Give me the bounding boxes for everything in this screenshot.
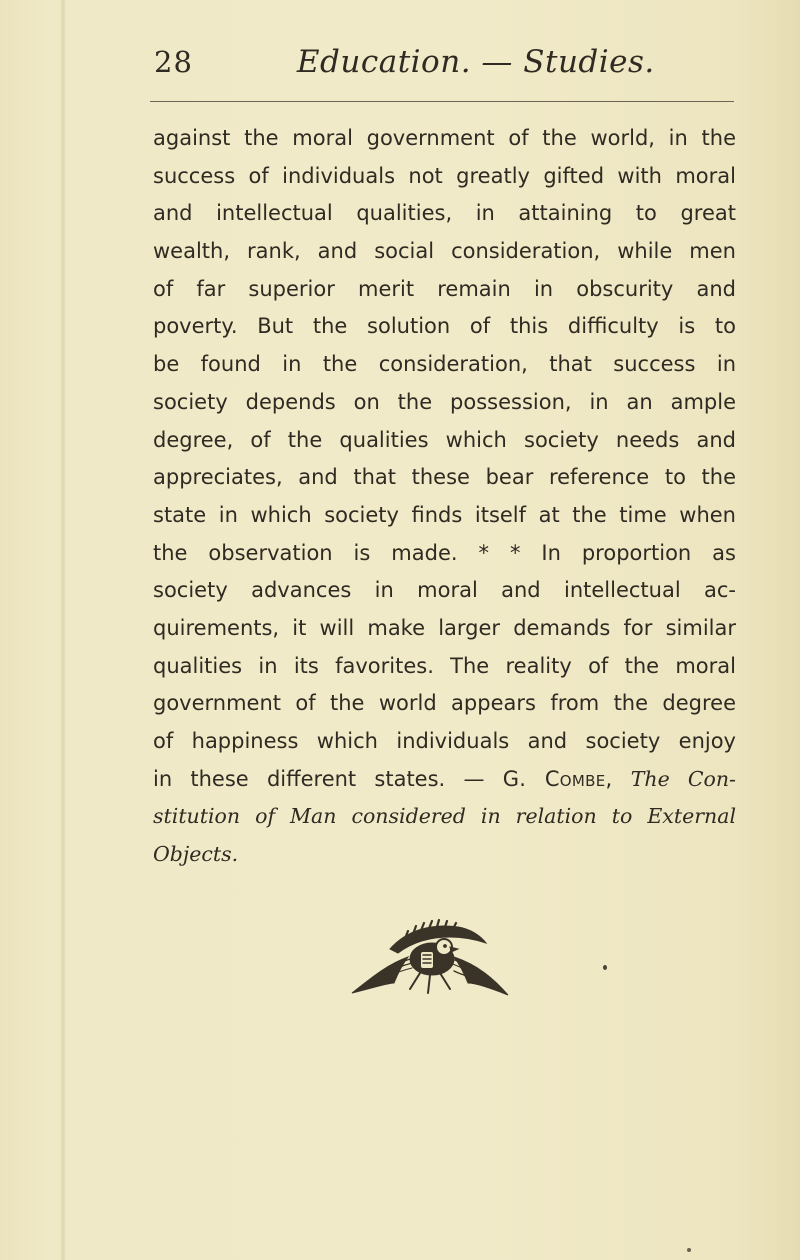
text-line: of happiness which individuals and society enjoy <box>153 729 736 753</box>
page-edge-shadow <box>60 0 66 1260</box>
work-title: The Con- <box>630 766 736 791</box>
attribution-lead: in these different states. — <box>153 766 503 791</box>
text-line: the observation is made. * * In proportion as <box>153 540 736 565</box>
text-line: wealth, rank, and social consideration, while men <box>153 239 736 264</box>
text-line: poverty. But the solution of this difficulty is to <box>153 314 736 339</box>
text-line: success of individuals not greatly gifted with moral <box>153 163 736 188</box>
text-line: state in which society finds itself at the time when <box>153 502 736 527</box>
work-title-continued: stitution of Man considered in relation to External <box>153 804 736 829</box>
page-number: 28 <box>154 45 193 79</box>
text-line: society advances in moral and intellectual ac- <box>153 578 736 603</box>
text-line: be found in the consideration, that success in <box>153 352 736 377</box>
work-title-end: Objects. <box>153 842 239 867</box>
print-speck <box>603 965 607 970</box>
text-line: of far superior merit remain in obscurity and <box>153 276 736 301</box>
text-line: qualities in its favorites. The reality of the moral <box>153 653 736 678</box>
print-speck <box>687 1248 691 1252</box>
body-text <box>153 120 736 874</box>
text-line: society depends on the possession, in an ample <box>153 389 736 414</box>
text-line: and intellectual qualities, in attaining to great <box>153 201 736 226</box>
text-line: against the moral government of the world, in the <box>153 126 736 150</box>
text-line: government of the world appears from the degree <box>153 691 736 716</box>
running-head <box>154 44 734 90</box>
attribution-line <box>153 761 736 799</box>
running-title: Education. — Studies. <box>296 44 655 80</box>
author-name: G. Combe, <box>502 766 613 791</box>
text-line: degree, of the qualities which society needs and <box>153 427 736 452</box>
text-line: quirements, it will make larger demands for similar <box>153 615 736 640</box>
eagle-tailpiece-ornament <box>350 913 510 998</box>
header-rule <box>150 101 734 102</box>
text-line: appreciates, and that these bear reference to the <box>153 465 736 490</box>
